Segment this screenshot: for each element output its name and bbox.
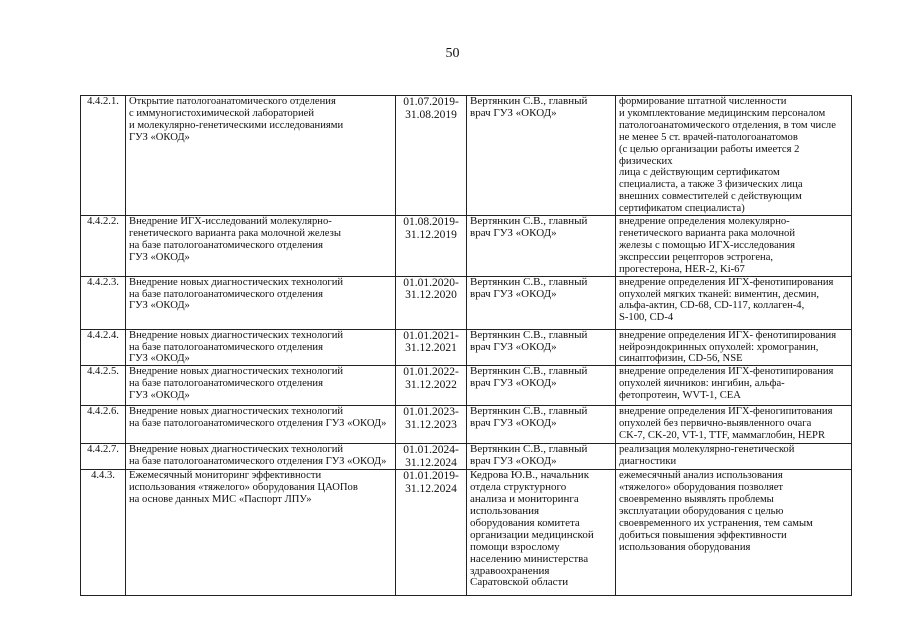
dates-cell: 01.08.2019- 31.12.2019 <box>396 216 467 277</box>
dates-cell: 01.01.2021- 31.12.2021 <box>396 329 467 366</box>
responsible-cell: Вертянкин С.В., главный врач ГУЗ «ОКОД» <box>467 406 616 444</box>
result-cell: внедрение определения ИГХ-фенотипирования опухолей мягких тканей: виментин, десмин, альфа-актин, CD-68, CD-117, коллаген-4, S-100, CD-4 <box>616 276 852 329</box>
item-number: 4.4.2.3. <box>81 276 126 329</box>
result-cell: внедрение определения ИГХ-феногипитования опухолей без первично-выявленного очага CK-7, CK-20, VT-1, TTF, маммаглобин, HEPR <box>616 406 852 444</box>
responsible-cell: Вертянкин С.В., главный врач ГУЗ «ОКОД» <box>467 366 616 406</box>
table-row <box>81 366 852 406</box>
dates-cell: 01.01.2020- 31.12.2020 <box>396 276 467 329</box>
table-row <box>81 406 852 444</box>
responsible-cell: Кедрова Ю.В., начальник отдела структурного анализа и мониторинга использования оборудования комитета организации медицинской помощи взрослому населению министерства здравоохранения Саратовской области <box>467 470 616 596</box>
item-number: 4.4.3. <box>81 470 126 596</box>
item-number: 4.4.2.4. <box>81 329 126 366</box>
item-number: 4.4.2.6. <box>81 406 126 444</box>
dates-cell: 01.01.2024- 31.12.2024 <box>396 444 467 470</box>
activity-cell: Внедрение новых диагностических технологий на базе патологоанатомического отделения ГУЗ «ОКОД» <box>126 366 396 406</box>
item-number: 4.4.2.7. <box>81 444 126 470</box>
item-number: 4.4.2.2. <box>81 216 126 277</box>
responsible-cell: Вертянкин С.В., главный врач ГУЗ «ОКОД» <box>467 216 616 277</box>
result-cell: формирование штатной численности и укомплектование медицинским персоналом патологоанатомического отделения, в том числе не менее 5 ст. врачей-патологоанатомов (с целью организации работы имеется 2 физических лица с действующим сертификатом специалиста, а также 3 физических лица внешних совместителей с действующим сертификатом специалиста) <box>616 96 852 216</box>
result-cell: реализация молекулярно-генетической диагностики <box>616 444 852 470</box>
activity-cell: Внедрение новых диагностических технологий на базе патологоанатомического отделения ГУЗ «ОКОД» <box>126 329 396 366</box>
activity-cell: Ежемесячный мониторинг эффективности использования «тяжелого» оборудования ЦАОПов на основе данных МИС «Паспорт ЛПУ» <box>126 470 396 596</box>
table-row <box>81 276 852 329</box>
action-plan-table <box>80 95 852 596</box>
dates-cell: 01.01.2022- 31.12.2022 <box>396 366 467 406</box>
result-cell: внедрение определения молекулярно- генетического варианта рака молочной железы с помощью ИГХ-исследования экспрессии рецепторов эстрогена, прогестерона, HER-2, Ki-67 <box>616 216 852 277</box>
dates-cell: 01.01.2019- 31.12.2024 <box>396 470 467 596</box>
responsible-cell: Вертянкин С.В., главный врач ГУЗ «ОКОД» <box>467 96 616 216</box>
activity-cell: Внедрение новых диагностических технологий на базе патологоанатомического отделения ГУЗ «ОКОД» <box>126 406 396 444</box>
dates-cell: 01.01.2023- 31.12.2023 <box>396 406 467 444</box>
result-cell: ежемесячный анализ использования «тяжелого» оборудования позволяет своевременно выявлять проблемы эксплуатации оборудования с целью своевременного их устранения, тем самым добиться повышения эффективности использования оборудования <box>616 470 852 596</box>
item-number: 4.4.2.1. <box>81 96 126 216</box>
responsible-cell: Вертянкин С.В., главный врач ГУЗ «ОКОД» <box>467 329 616 366</box>
result-cell: внедрение определения ИГХ-фенотипирования опухолей яичников: ингибин, альфа- фетопротеин, WVT-1, CEA <box>616 366 852 406</box>
item-number: 4.4.2.5. <box>81 366 126 406</box>
responsible-cell: Вертянкин С.В., главный врач ГУЗ «ОКОД» <box>467 276 616 329</box>
page-number: 50 <box>445 46 460 61</box>
table-row <box>81 329 852 366</box>
activity-cell: Внедрение новых диагностических технологий на базе патологоанатомического отделения ГУЗ «ОКОД» <box>126 276 396 329</box>
responsible-cell: Вертянкин С.В., главный врач ГУЗ «ОКОД» <box>467 444 616 470</box>
table-row <box>81 470 852 596</box>
result-cell: внедрение определения ИГХ- фенотипирования нейроэндокринных опухолей: хромогранин, синаптофизин, CD-56, NSE <box>616 329 852 366</box>
dates-cell: 01.07.2019- 31.08.2019 <box>396 96 467 216</box>
table-row <box>81 444 852 470</box>
activity-cell: Внедрение новых диагностических технологий на базе патологоанатомического отделения ГУЗ «ОКОД» <box>126 444 396 470</box>
activity-cell: Внедрение ИГХ-исследований молекулярно- генетического варианта рака молочной железы на базе патологоанатомического отделения ГУЗ «ОКОД» <box>126 216 396 277</box>
table-row <box>81 96 852 216</box>
table-row <box>81 216 852 277</box>
activity-cell: Открытие патологоанатомического отделения с иммуногистохимической лабораторией и молекулярно-генетическими исследованиями ГУЗ «ОКОД» <box>126 96 396 216</box>
